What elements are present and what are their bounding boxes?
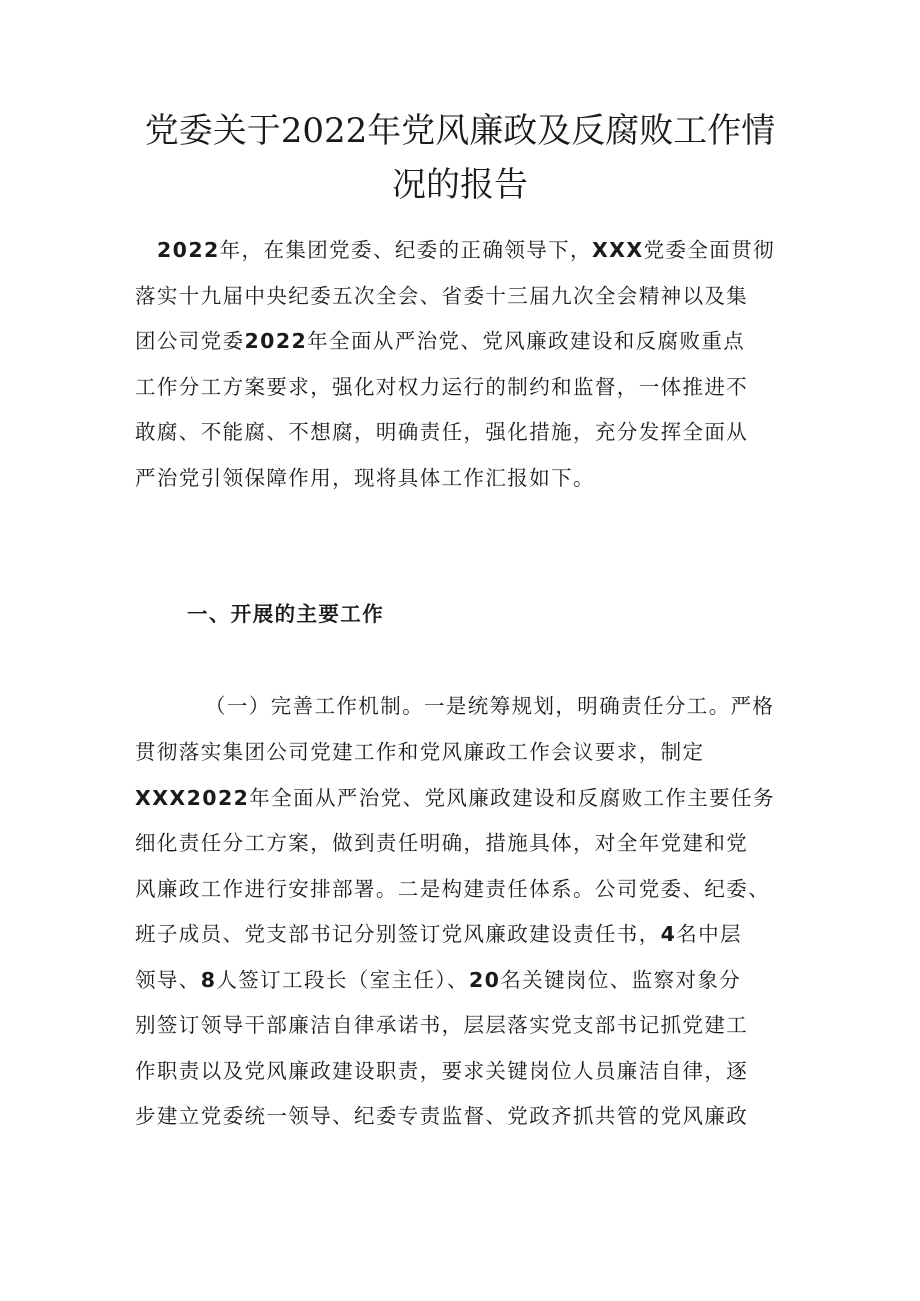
paragraph-line: 班子成员、党支部书记分别签订党风廉政建设责任书，4名中层: [135, 922, 742, 946]
paragraph-line: 细化责任分工方案，做到责任明确，措施具体，对全年党建和党: [135, 831, 749, 855]
paragraph-line: （一）完善工作机制。一是统筹规划，明确责任分工。严格: [205, 694, 775, 718]
paragraph-line: 团公司党委2022年全面从严治党、党风廉政建设和反腐败重点: [135, 329, 746, 353]
paragraph-line: 别签订领导干部廉洁自律承诺书，层层落实党支部书记抓党建工: [135, 1013, 749, 1037]
subsection-first-line: [205, 684, 795, 730]
title-line-1: 党委关于2022年党风廉政及反腐败工作情: [144, 111, 776, 151]
paragraph-line: 敢腐、不能腐、不想腐，明确责任，强化措施，充分发挥全面从: [135, 420, 749, 444]
paragraph-line: 步建立党委统一领导、纪委专责监督、党政齐抓共管的党风廉政: [135, 1104, 749, 1128]
paragraph-line: 2022年，在集团党委、纪委的正确领导下，XXX党委全面贯彻: [157, 238, 775, 262]
paragraph-line: 风廉政工作进行安排部署。二是构建责任体系。公司党委、纪委、: [135, 876, 771, 901]
paragraph-line: 工作分工方案要求，强化对权力运行的制约和监督，一体推进不: [135, 374, 749, 399]
paragraph-line: 严治党引领保障作用，现将具体工作汇报如下。: [135, 465, 595, 490]
paragraph-line: 落实十九届中央纪委五次全会、省委十三届九次全会精神以及集: [135, 283, 749, 308]
document-title: [120, 104, 800, 212]
subsection-paragraph: [135, 730, 795, 1140]
paragraph-line: 领导、8人签订工段长（室主任）、20名关键岗位、监察对象分: [135, 967, 742, 992]
paragraph-line: 作职责以及党风廉政建设职责，要求关键岗位人员廉洁自律，逐: [135, 1058, 749, 1083]
intro-paragraph: [135, 228, 795, 501]
paragraph-line: XXX2022年全面从严治党、党风廉政建设和反腐败工作主要任务: [135, 785, 775, 810]
paragraph-line: 贯彻落实集团公司党建工作和党风廉政工作会议要求，制定: [135, 740, 705, 764]
title-line-2: 况的报告: [392, 165, 528, 205]
section-heading: 一、开展的主要工作: [187, 602, 385, 626]
